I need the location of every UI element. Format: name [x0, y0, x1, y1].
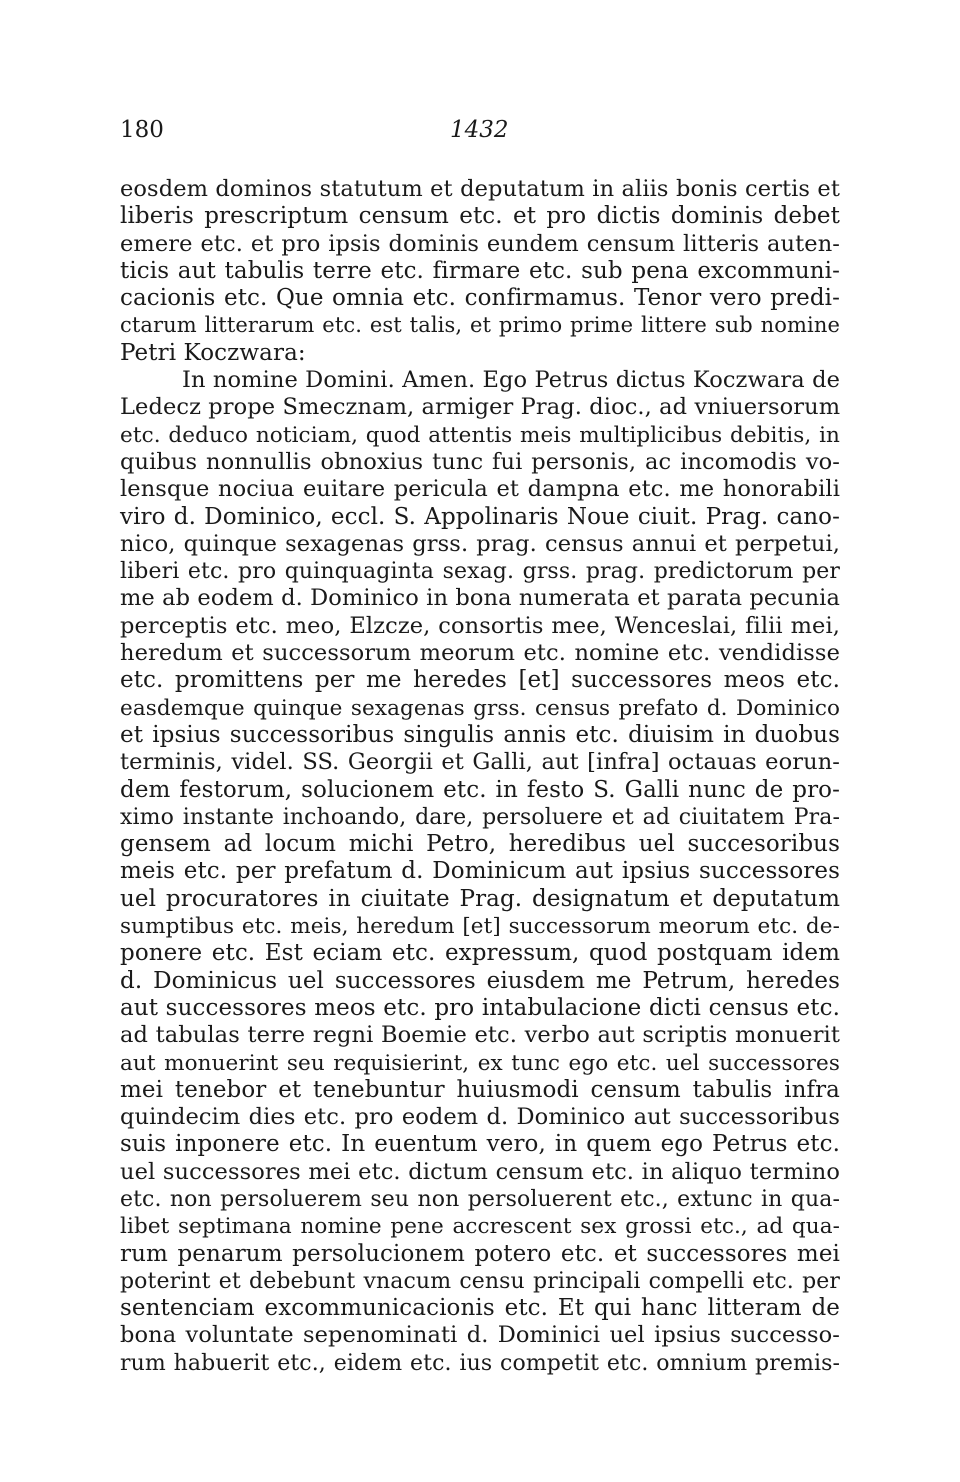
text-line: gensem ad locum michi Petro, heredibus uel succesoribus [120, 831, 840, 858]
text-line: dem festorum, solucionem etc. in festo S. Galli nunc de pro- [120, 776, 840, 803]
page-header [120, 115, 840, 149]
text-line: ctarum litterarum etc. est talis, et primo prime littere sub nomine [120, 313, 840, 338]
text-line: liberi etc. pro quinquaginta sexag. grss. prag. predictorum per [120, 559, 840, 585]
text-line: eosdem dominos statutum et deputatum in aliis bonis certis et [120, 176, 840, 202]
text-line: meis etc. per prefatum d. Dominicum aut ipsius successores [120, 858, 840, 885]
text-line: lensque nociua euitare pericula et dampna etc. me honorabili [120, 476, 840, 503]
text-line: liberis prescriptum censum etc. et pro dictis dominis debet [120, 203, 840, 230]
text-line: etc. promittens per me heredes [et] successores meos etc. [120, 667, 840, 694]
text-line: d. Dominicus uel successores eiusdem me Petrum, heredes [120, 967, 840, 994]
text-line: Petri Koczwara: [120, 339, 306, 366]
text-line: perceptis etc. meo, Elzcze, consortis mee, Wenceslai, filii mei, [120, 612, 840, 639]
text-line: Ledecz prope Smecznam, armiger Prag. dioc., ad vniuersorum [120, 394, 841, 421]
text-line: ad tabulas terre regni Boemie etc. verbo aut scriptis monuerit [120, 1022, 840, 1049]
text-line: aut monuerint seu requisierint, ex tunc ego etc. uel successores [120, 1050, 840, 1076]
text-line: In nomine Domini. Amen. Ego Petrus dictus Koczwara de [182, 367, 840, 394]
text-line: etc. deduco noticiam, quod attentis meis multiplicibus debitis, in [120, 422, 840, 448]
text-line: heredum et successorum meorum etc. nomine etc. vendidisse [120, 640, 840, 667]
text-line: suis inponere etc. In euentum vero, in quem ego Petrus etc. [120, 1131, 840, 1158]
text-line: poterint et debebunt vnacum censu principali compelli etc. per [120, 1268, 840, 1294]
text-line: etc. non persoluerem seu non persoluerent etc., extunc in qua- [120, 1186, 840, 1212]
text-line: ponere etc. Est eciam etc. expressum, quod postquam idem [120, 940, 840, 967]
text-line: uel procuratores in ciuitate Prag. designatum et deputatum [120, 885, 840, 912]
text-line: sumptibus etc. meis, heredum [et] successorum meorum etc. de- [120, 914, 840, 940]
text-line: aut successores meos etc. pro intabulacione dicti census etc. [120, 994, 840, 1021]
text-line: terminis, videl. SS. Georgii et Galli, aut [infra] octauas eorun- [120, 749, 840, 776]
page-number: 180 [120, 117, 164, 143]
body-text [120, 176, 840, 1377]
text-line: mei tenebor et tenebuntur huiusmodi censum tabulis infra [120, 1076, 840, 1103]
text-line: easdemque quinque sexagenas grss. census prefato d. Dominico [120, 695, 840, 721]
text-line: et ipsius successoribus singulis annis etc. diuisim in duobus [120, 721, 840, 748]
text-line: uel successores mei etc. dictum censum etc. in aliquo termino [120, 1158, 840, 1185]
text-line: ticis aut tabulis terre etc. firmare etc. sub pena excommuni- [120, 257, 840, 284]
text-line: rum penarum persolucionem potero etc. et successores mei [120, 1240, 840, 1267]
text-line: me ab eodem d. Dominico in bona numerata et parata pecunia [120, 585, 840, 612]
text-line: bona voluntate sepenominati d. Dominici uel ipsius successo- [120, 1322, 840, 1349]
text-line: cacionis etc. Que omnia etc. confirmamus. Tenor vero predi- [120, 285, 840, 312]
running-head-year: 1432 [450, 117, 509, 143]
text-line: quibus nonnullis obnoxius tunc fui personis, ac incomodis vo- [120, 448, 840, 475]
text-line: libet septimana nomine pene accrescent sex grossi etc., ad qua- [120, 1214, 840, 1240]
text-line: quindecim dies etc. pro eodem d. Dominico aut successoribus [120, 1104, 840, 1131]
text-line: rum habuerit etc., eidem etc. ius competit etc. omnium premis- [120, 1350, 840, 1376]
text-line: emere etc. et pro ipsis dominis eundem censum litteris auten- [120, 230, 840, 257]
text-line: nico, quinque sexagenas grss. prag. census annui et perpetui, [120, 530, 840, 557]
text-line: sentenciam excommunicacionis etc. Et qui hanc litteram de [120, 1295, 840, 1322]
text-line: ximo instante inchoando, dare, persoluere et ad ciuitatem Pra- [120, 804, 840, 830]
text-line: viro d. Dominico, eccl. S. Appolinaris Noue ciuit. Prag. cano- [120, 503, 840, 530]
